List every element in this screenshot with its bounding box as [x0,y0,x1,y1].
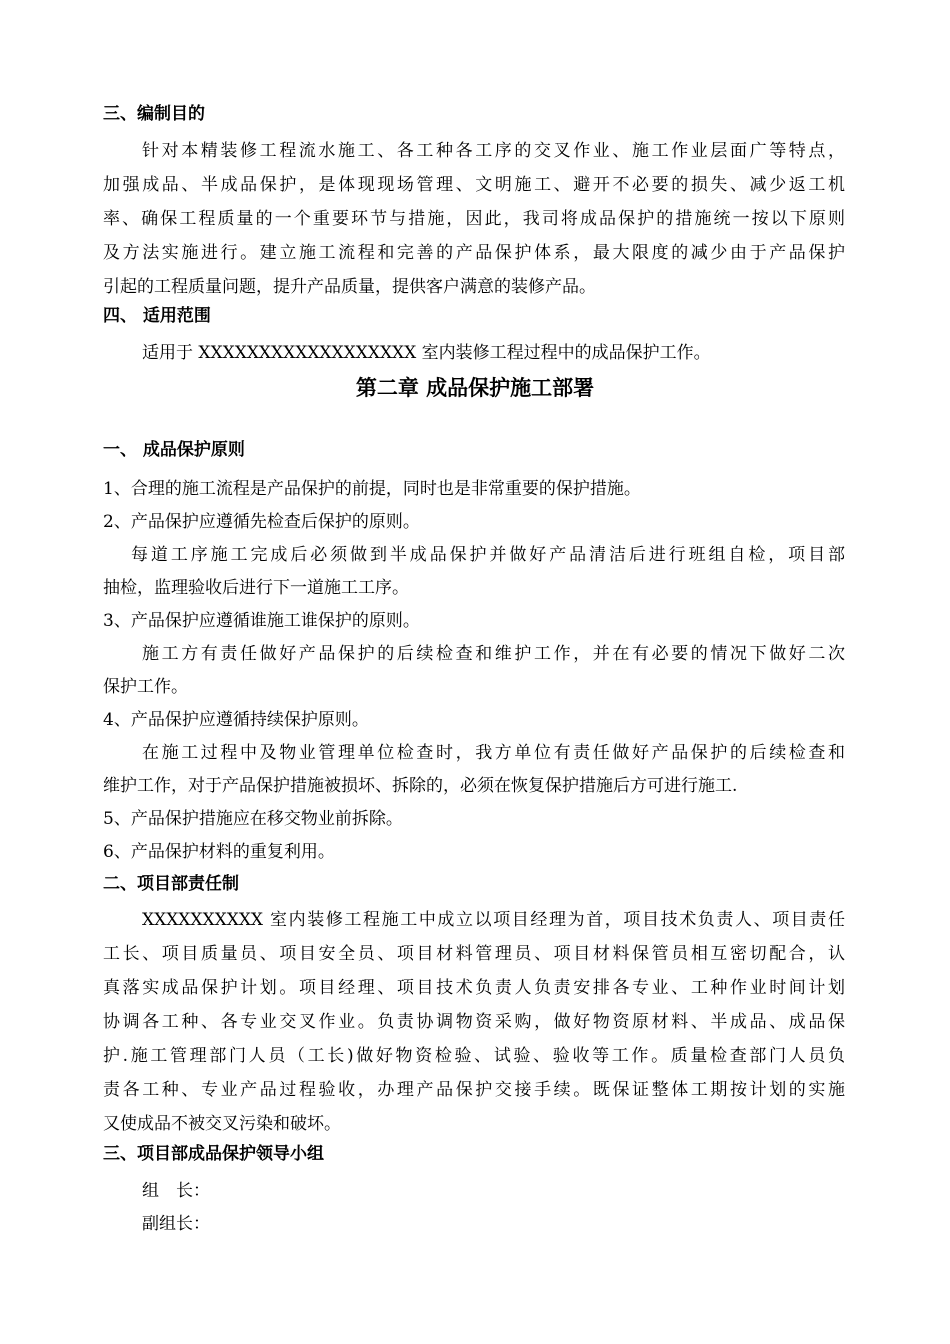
paragraph-line: 抽检，监理验收后进行下一道施工工序。 [103,578,409,598]
paragraph-line: 又使成品不被交叉污染和破坏。 [103,1114,341,1134]
chapter-title: 第二章 成品保护施工部署 [355,376,595,400]
section-heading: 二、项目部责任制 [103,874,239,894]
paragraph-line: 保护工作。 [103,677,188,697]
paragraph-line: 责各工种、专业产品过程验收，办理产品保护交接手续。既保证整体工期按计划的实施 [103,1080,845,1100]
paragraph-line: 适用于 XXXXXXXXXXXXXXXXXX 室内装修工程过程中的成品保护工作。 [142,343,711,363]
list-item: 5、产品保护措施应在移交物业前拆除。 [103,809,403,829]
paragraph-line: 针对本精装修工程流水施工、各工种各工序的交叉作业、施工作业层面广等特点， [142,141,845,161]
paragraph-line: 引起的工程质量问题，提升产品质量，提供客户满意的装修产品。 [103,277,596,297]
group-leader-label: 组 长： [142,1181,210,1201]
paragraph-line: 协调各工种、各专业交叉作业。负责协调物资采购，做好物资原材料、半成品、成品保 [103,1012,845,1032]
section-heading: 三、项目部成品保护领导小组 [103,1144,324,1164]
paragraph-line: 护.施工管理部门人员（工长)做好物资检验、试验、验收等工作。质量检查部门人员负 [103,1046,845,1066]
paragraph-line: 工长、项目质量员、项目安全员、项目材料管理员、项目材料保管员相互密切配合，认 [103,944,845,964]
section-heading: 四、 适用范围 [103,306,211,326]
section-heading: 一、 成品保护原则 [103,440,245,460]
paragraph-line: 加强成品、半成品保护，是体现现场管理、文明施工、避开不必要的损失、减少返工机 [103,175,845,195]
paragraph-line: XXXXXXXXXX 室内装修工程施工中成立以项目经理为首，项目技术负责人、项目责任 [142,910,845,930]
paragraph-line: 及方法实施进行。建立施工流程和完善的产品保护体系，最大限度的减少由于产品保护 [103,243,845,263]
list-item: 4、产品保护应遵循持续保护原则。 [103,710,369,730]
paragraph-line: 每道工序施工完成后必须做到半成品保护并做好产品清洁后进行班组自检，项目部 [131,545,845,565]
deputy-leader-label: 副组长： [142,1214,210,1234]
section-heading: 三、编制目的 [103,104,205,124]
paragraph-line: 维护工作，对于产品保护措施被损坏、拆除的，必须在恢复保护措施后方可进行施工. [103,776,738,796]
paragraph-line: 真落实成品保护计划。项目经理、项目技术负责人负责安排各专业、工种作业时间计划 [103,978,845,998]
list-item: 2、产品保护应遵循先检查后保护的原则。 [103,512,420,532]
list-item: 1、合理的施工流程是产品保护的前提，同时也是非常重要的保护措施。 [103,479,641,499]
paragraph-line: 施工方有责任做好产品保护的后续检查和维护工作，并在有必要的情况下做好二次 [142,644,845,664]
paragraph-line: 在施工过程中及物业管理单位检查时，我方单位有责任做好产品保护的后续检查和 [142,743,845,763]
list-item: 6、产品保护材料的重复利用。 [103,842,335,862]
list-item: 3、产品保护应遵循谁施工谁保护的原则。 [103,611,420,631]
paragraph-line: 率、确保工程质量的一个重要环节与措施，因此，我司将成品保护的措施统一按以下原则 [103,209,845,229]
